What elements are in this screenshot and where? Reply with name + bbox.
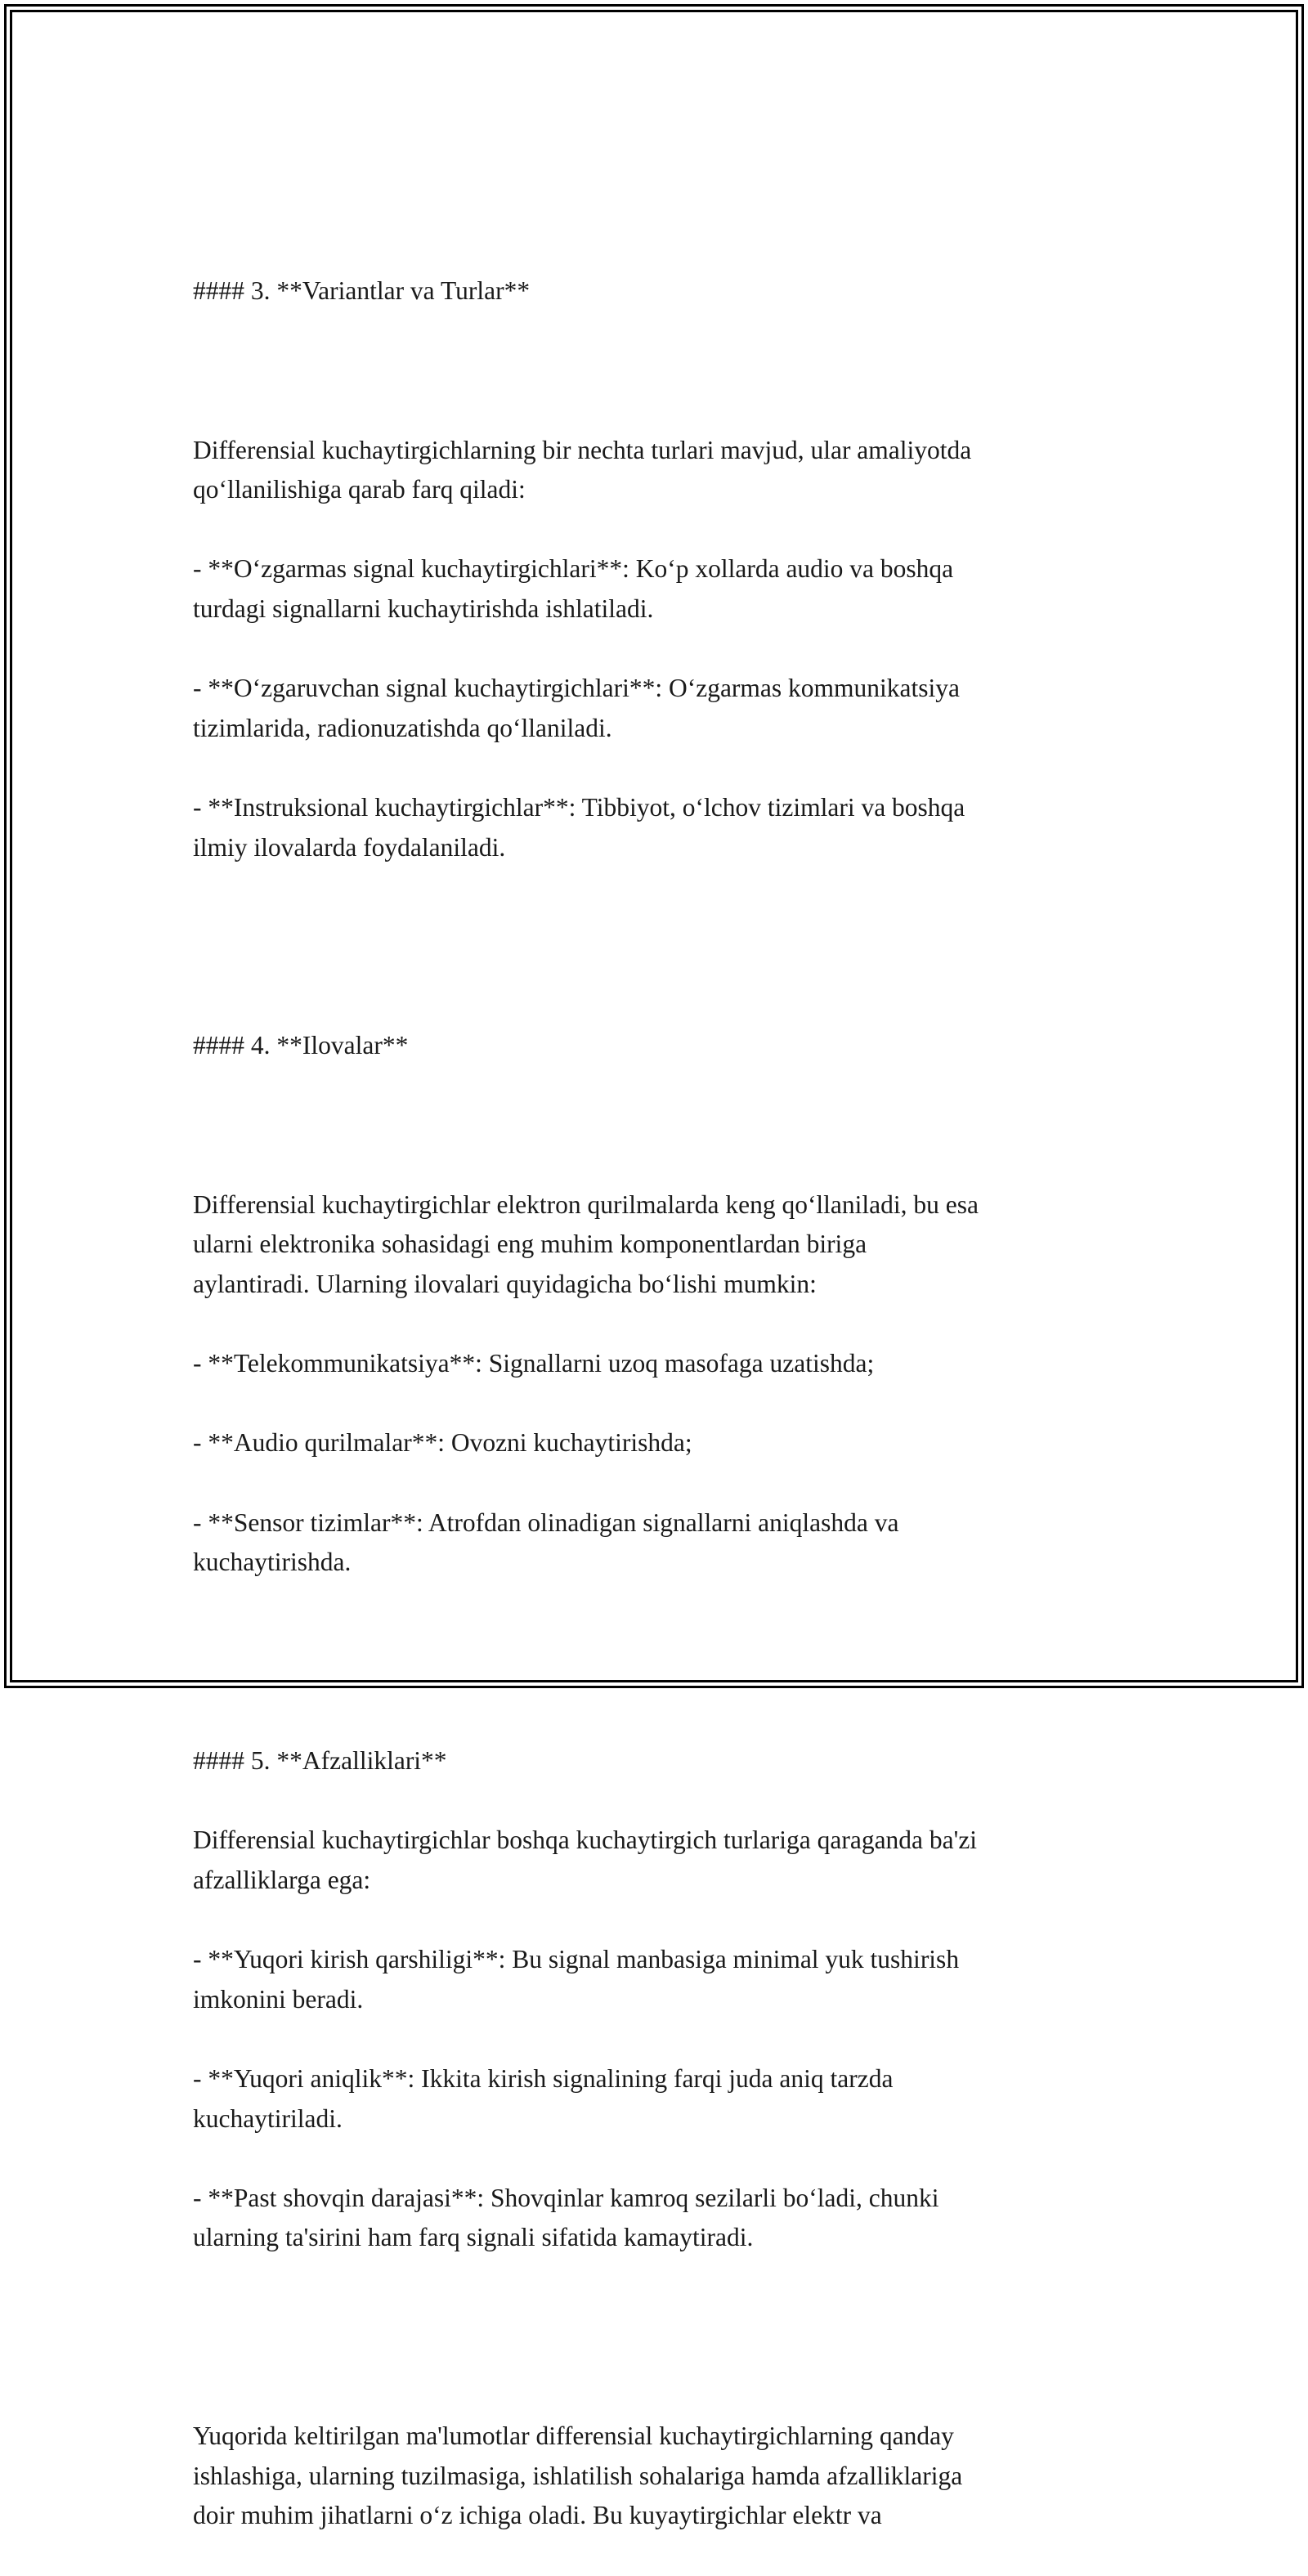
list-item: - **Telekommunikatsiya**: Signallarni uzoq masofaga uzatishda; [193,1349,875,1378]
section-5-intro: Differensial kuchaytirgichlar boshqa kuchaytirgich turlariga qaraganda ba'zi afzalliklarga ega: [193,1826,978,1894]
blank-line [193,2297,1125,2337]
blank-line [193,351,1125,391]
blank-line [193,1106,1125,1146]
list-item: - **Instruksional kuchaytirgichlar**: Tibbiyot, o‘lchov tizimlari va boshqa ilmiy ilovalarda foydalaniladi. [193,792,965,862]
list-item: - **Past shovqin darajasi**: Shovqinlar kamroq sezilarli bo‘ladi, chunki ularning ta'sirini ham farq signali sifatida kamaytiradi. [193,2183,939,2252]
blank-line [193,1622,1125,1662]
document-body [193,192,1125,2576]
blank-line [193,907,1125,948]
list-item: - **Sensor tizimlar**: Atrofdan olinadigan signallarni aniqlashda va kuchaytirishda. [193,1508,899,1577]
section-3-intro: Differensial kuchaytirgichlarning bir nechta turlari mavjud, ular amaliyotda qo‘llanilishiga qarab farq qiladi: [193,435,972,504]
list-item: - **O‘zgaruvchan signal kuchaytirgichlari**: O‘zgarmas kommunikatsiya tizimlarida, radionuzatishda qo‘llaniladi. [193,674,961,742]
section-4-heading: #### 4. **Ilovalar** [193,1031,409,1060]
list-item: - **Yuqori aniqlik**: Ikkita kirish signalining farqi juda aniq tarzda kuchaytiriladi. [193,2063,894,2133]
section-5-heading: #### 5. **Afzalliklari** [193,1746,447,1776]
section-4-intro: Differensial kuchaytirgichlar elektron qurilmalarda keng qo‘llaniladi, bu esa ularni elektronika sohasidagi eng muhim komponentlardan biriga aylantiradi. Ularning ilovalari quyidagicha bo‘lishi mumkin: [193,1189,979,1299]
list-item: - **Yuqori kirish qarshiligi**: Bu signal manbasiga minimal yuk tushirish imkonini beradi. [193,1945,960,2014]
list-item: - **Audio qurilmalar**: Ovozni kuchaytirishda; [193,1428,692,1458]
section-3-heading: #### 3. **Variantlar va Turlar** [193,276,531,306]
list-item: - **O‘zgarmas signal kuchaytirgichlari**: Ko‘p xollarda audio va boshqa turdagi signallarni kuchaytirishda ishlatiladi. [193,554,954,623]
conclusion-paragraph: Yuqorida keltirilgan ma'lumotlar differensial kuchaytirgichlarning qanday ishlashiga, ularning tuzilmasiga, ishlatilish sohalariga hamda afzalliklariga doir muhim jihatlarni o‘z ichiga oladi. Bu kuyaytirgichlar elektr va [193,2421,963,2530]
